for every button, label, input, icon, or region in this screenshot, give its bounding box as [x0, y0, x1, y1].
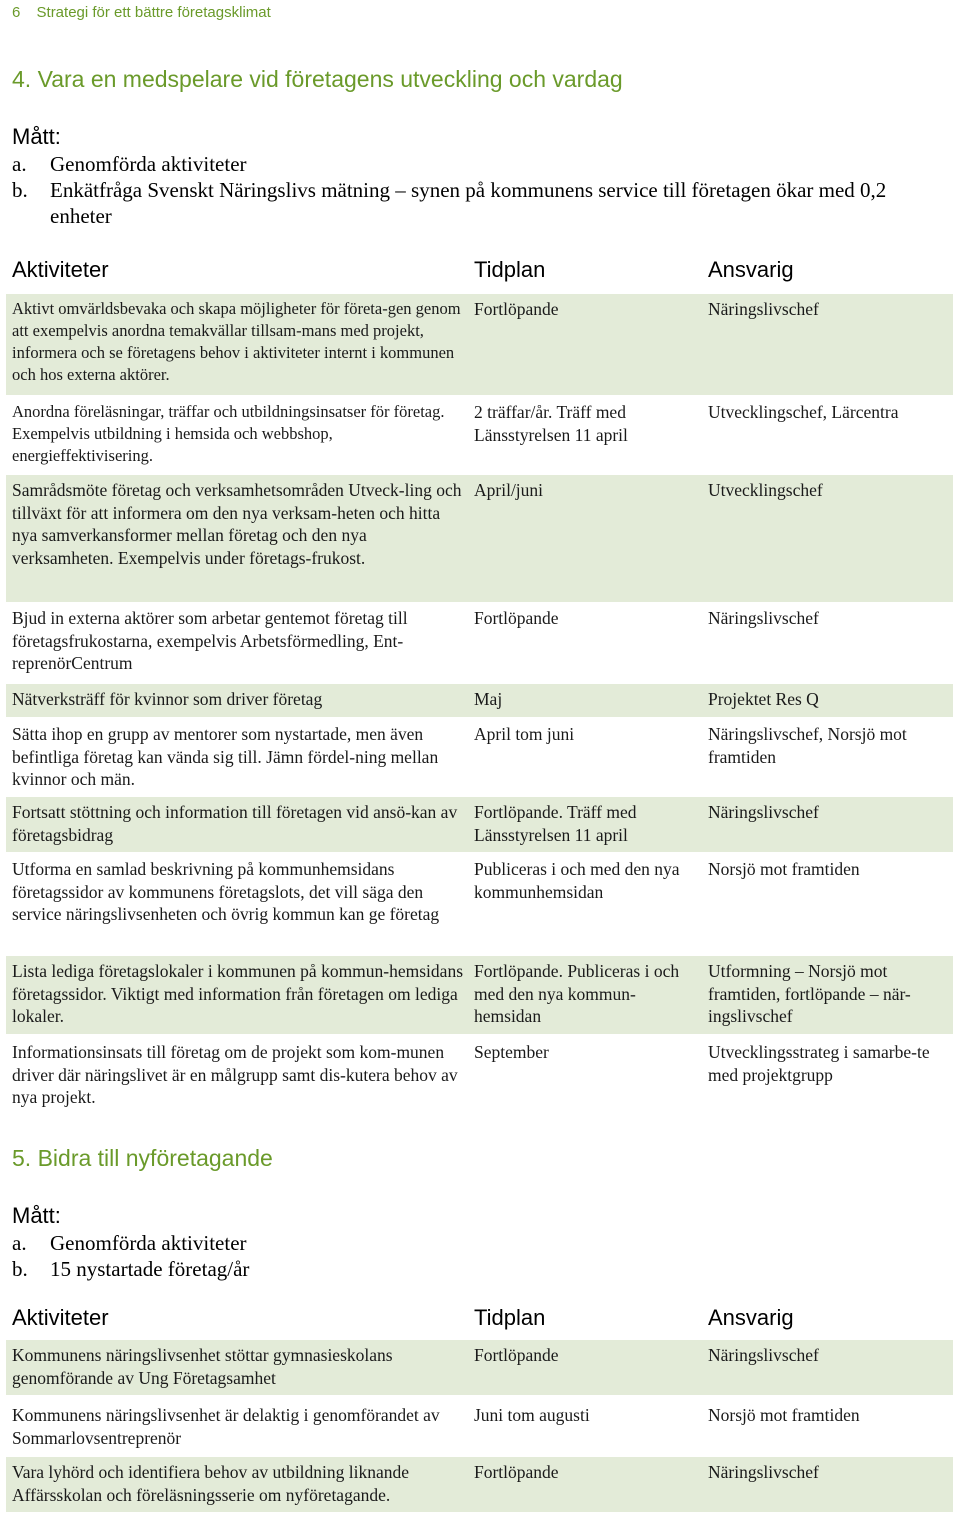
activity-cell: Sätta ihop en grupp av mentorer som nystartade, men även befintliga företag kan vända sig till. Jämn fördel-ning mellan kvinnor och män.	[12, 724, 439, 789]
section-4-title: 4. Vara en medspelare vid företagens utveckling och vardag	[12, 66, 623, 92]
schedule-cell: Fortlöpande	[474, 608, 559, 628]
schedule-cell: Fortlöpande. Träff med Länsstyrelsen 11 april	[474, 802, 637, 845]
schedule-cell: September	[474, 1042, 549, 1062]
responsible-cell: Norsjö mot framtiden	[708, 1405, 860, 1425]
table-row	[6, 854, 953, 954]
responsible-cell: Näringslivschef, Norsjö mot framtiden	[708, 724, 907, 767]
responsible-cell: Näringslivschef	[708, 1462, 819, 1482]
activity-cell: Bjud in externa aktörer som arbetar gentemot företag till företagsfrukostarna, exempelvis Arbetsförmedling, Ent-reprenörCentrum	[12, 608, 408, 673]
column-header-responsible: Ansvarig	[708, 257, 794, 282]
responsible-cell: Utvecklingsstrateg i samarbe-te med projektgrupp	[708, 1042, 930, 1085]
activity-cell: Lista lediga företagslokaler i kommunen på kommun-hemsidans företagssidor. Viktigt med information från företagen om lediga lokaler.	[12, 961, 464, 1026]
schedule-cell: Juni tom augusti	[474, 1405, 590, 1425]
responsible-cell: Näringslivschef	[708, 299, 819, 319]
activity-cell: Samrådsmöte företag och verksamhetsområden Utveck-ling och tillväxt för att informera om den nya verksam-heten och hitta nya samverkansformer mellan företag och den nya verksamheten. Exempelvis under företags-frukost.	[12, 480, 462, 568]
measure-item: a. Genomförda aktiviteter	[12, 152, 247, 176]
section-5-measures-label: Mått:	[12, 1203, 61, 1228]
responsible-cell: Utvecklingschef	[708, 480, 823, 500]
table-row	[6, 294, 953, 395]
column-header-responsible: Ansvarig	[708, 1305, 794, 1330]
table-row	[6, 603, 953, 681]
schedule-cell: April tom juni	[474, 724, 575, 744]
column-header-activities: Aktiviteter	[12, 257, 109, 282]
activity-cell: Vara lyhörd och identifiera behov av utbildning liknande Affärsskolan och föreläsningsserie om nyföretagande.	[12, 1462, 410, 1505]
table-row	[6, 956, 953, 1034]
schedule-cell: Fortlöpande	[474, 299, 559, 319]
responsible-cell: Utvecklingschef, Lärcentra	[708, 402, 899, 422]
section-4-measures-label: Mått:	[12, 124, 61, 149]
responsible-cell: Projektet Res Q	[708, 689, 819, 709]
responsible-cell: Näringslivschef	[708, 608, 819, 628]
schedule-cell: Fortlöpande. Publiceras i och med den nya kommun-hemsidan	[474, 961, 680, 1026]
column-header-schedule: Tidplan	[474, 1305, 546, 1330]
schedule-cell: Maj	[474, 689, 503, 709]
activity-cell: Informationsinsats till företag om de projekt som kom-munen driver där näringslivet är en målgrupp samt dis-kutera behov av nya projekt.	[12, 1042, 458, 1107]
page-number: 6	[12, 4, 21, 21]
table-row	[6, 1400, 953, 1456]
responsible-cell: Näringslivschef	[708, 1345, 819, 1365]
responsible-cell: Norsjö mot framtiden	[708, 859, 860, 879]
responsible-cell: Näringslivschef	[708, 802, 819, 822]
table-row	[6, 1340, 953, 1395]
table-row	[6, 397, 953, 470]
table-row	[6, 797, 953, 852]
section-5-measures-list	[12, 1230, 942, 1282]
schedule-cell: Publiceras i och med den nya kommunhemsidan	[474, 859, 680, 902]
schedule-cell: Fortlöpande	[474, 1462, 559, 1482]
table-row	[6, 719, 953, 797]
schedule-cell: April/juni	[474, 480, 544, 500]
activity-cell: Kommunens näringslivsenhet är delaktig i genomförandet av Sommarlovsentreprenör	[12, 1405, 440, 1448]
measure-item: b. 15 nystartade företag/år	[12, 1257, 250, 1281]
section-4-measures-list	[12, 151, 942, 229]
column-header-schedule: Tidplan	[474, 257, 546, 282]
column-header-activities: Aktiviteter	[12, 1305, 109, 1330]
activity-cell: Utforma en samlad beskrivning på kommunhemsidans företagssidor av kommunens företagslots, det vill säga den service näringslivsenheten och övrig kommun kan ge företag	[12, 859, 440, 924]
schedule-cell: Fortlöpande	[474, 1345, 559, 1365]
table-row	[6, 684, 953, 717]
activity-cell: Anordna föreläsningar, träffar och utbildningsinsatser för företag. Exempelvis utbildning i hemsida och webbshop, energieffektivisering.	[12, 402, 445, 465]
schedule-cell: 2 träffar/år. Träff med Länsstyrelsen 11 april	[474, 402, 628, 445]
table-row	[6, 475, 953, 602]
table-row	[6, 1457, 953, 1512]
activity-cell: Kommunens näringslivsenhet stöttar gymnasieskolans genomförande av Ung Företagsamhet	[12, 1345, 393, 1388]
running-title: Strategi för ett bättre företagsklimat	[36, 4, 271, 21]
measure-item: b. Enkätfråga Svenskt Näringslivs mätning – synen på kommunens service till företagen ökar med 0,2 enheter	[12, 178, 887, 228]
table-row	[6, 1037, 953, 1115]
measure-item: a. Genomförda aktiviteter	[12, 1231, 247, 1255]
page-header	[12, 4, 271, 21]
activity-cell: Aktivt omvärldsbevaka och skapa möjligheter för företa-gen genom att exempelvis anordna temakvällar tillsam-mans med projekt, informera och se företagens behov i aktiviteter internt i kommunen och hos externa aktörer.	[12, 299, 461, 384]
responsible-cell: Utformning – Norsjö mot framtiden, fortlöpande – när-ingslivschef	[708, 961, 911, 1026]
activity-cell: Nätverksträff för kvinnor som driver företag	[12, 689, 323, 709]
section-5-title: 5. Bidra till nyföretagande	[12, 1145, 273, 1171]
activity-cell: Fortsatt stöttning och information till företagen vid ansö-kan av företagsbidrag	[12, 802, 458, 845]
